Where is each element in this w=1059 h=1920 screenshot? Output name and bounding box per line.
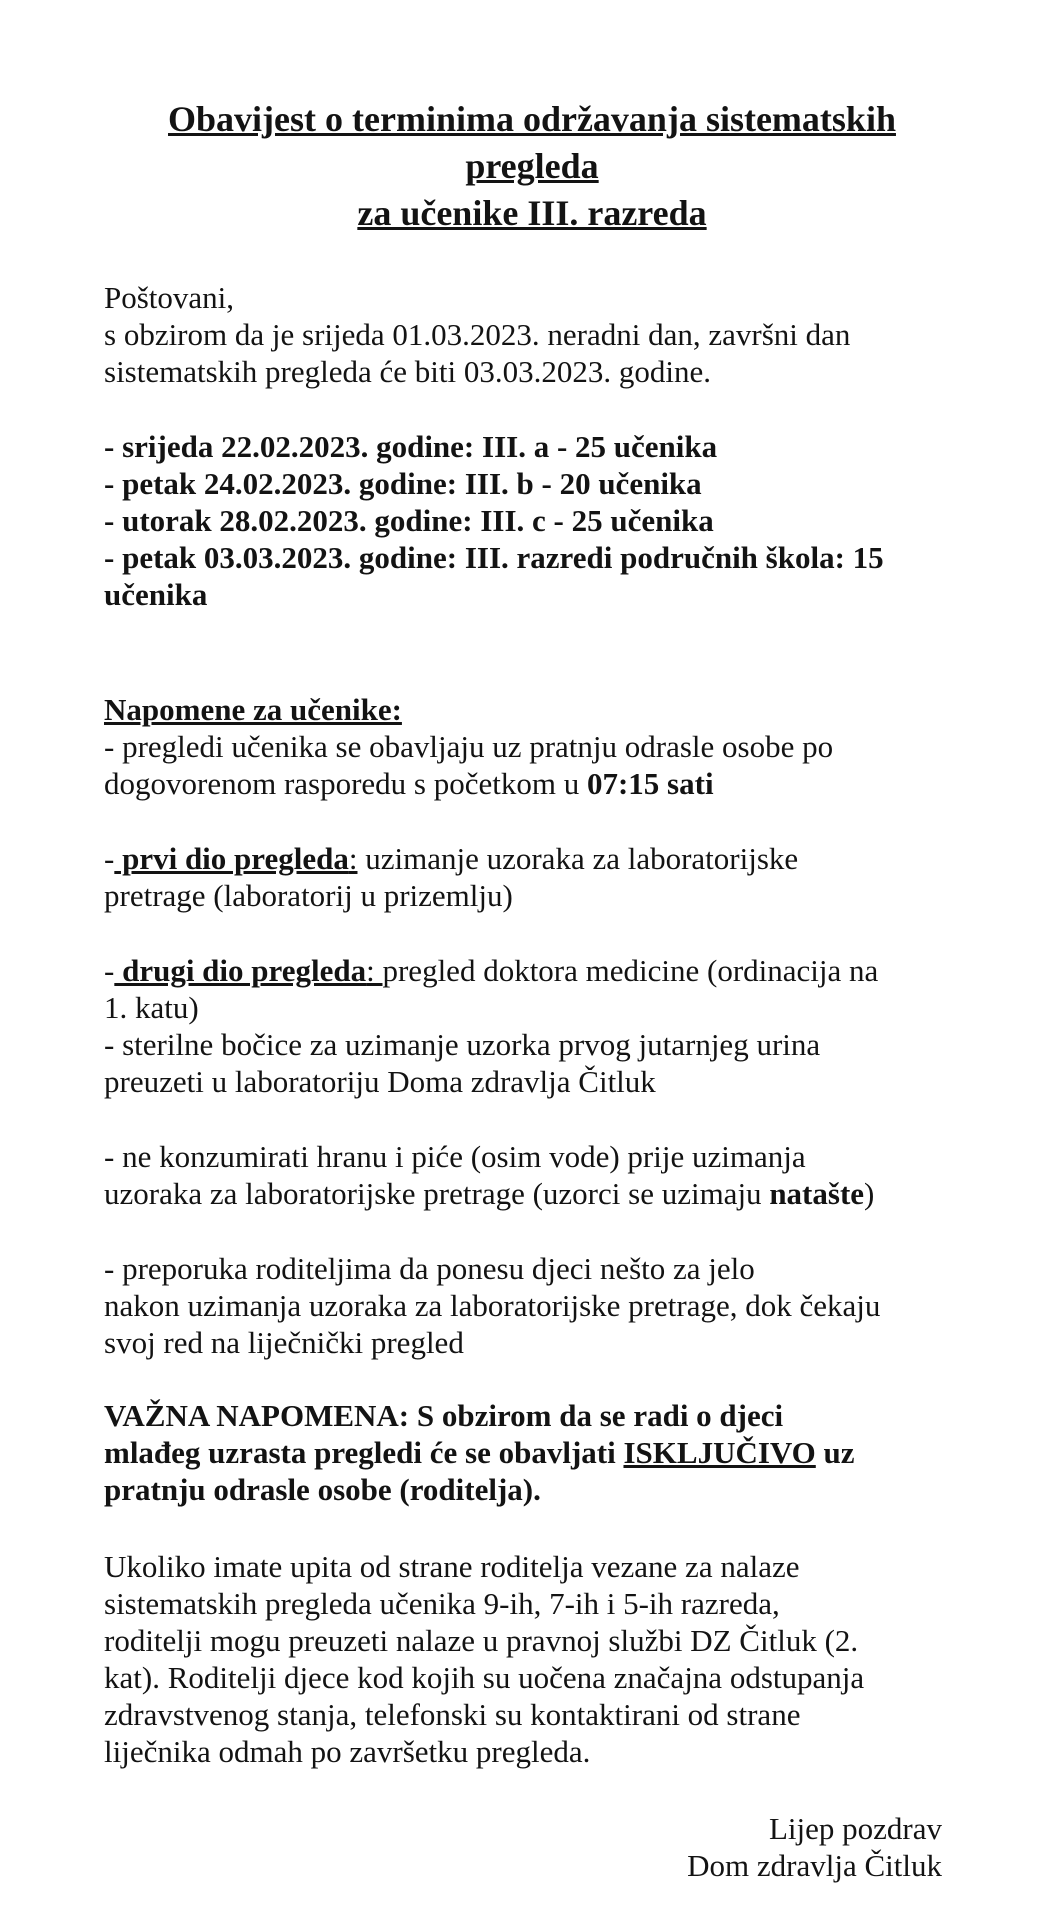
signoff-greeting: Lijep pozdrav: [768, 1811, 942, 1846]
note-accompaniment: [104, 728, 960, 802]
text-line: - sterilne bočice za uzimanje uzorka prvog jutarnjeg urina: [104, 1027, 821, 1062]
text-line: svoj red na liječnički pregled: [104, 1325, 464, 1360]
document-title: [104, 96, 960, 237]
text-line: sistematskih pregleda učenika 9-ih, 7-ih i 5-ih razreda,: [104, 1586, 780, 1621]
note-food-recommendation: [104, 1250, 960, 1361]
text-line: - drugi dio pregleda: pregled doktora medicine (ordinacija na: [104, 953, 879, 988]
notes-heading-text: Napomene za učenike:: [104, 692, 402, 727]
text-line: Obavijest o terminima održavanja sistematskih: [168, 99, 896, 139]
schedule-list: [104, 428, 960, 613]
text-line: - petak 03.03.2023. godine: III. razredi područnih škola: 15: [104, 540, 884, 575]
signoff: [104, 1810, 960, 1884]
text-line: mlađeg uzrasta pregledi će se obavljati ISKLJUČIVO uz: [104, 1435, 855, 1470]
text-line: 1. katu): [104, 990, 199, 1025]
text-line: - pregledi učenika se obavljaju uz pratnju odrasle osobe po: [104, 729, 834, 764]
text-line: - prvi dio pregleda: uzimanje uzoraka za laboratorijske: [104, 841, 799, 876]
text-line: roditelji mogu preuzeti nalaze u pravnoj službi DZ Čitluk (2.: [104, 1623, 859, 1658]
text-line: uzoraka za laboratorijske pretrage (uzorci se uzimaju natašte): [104, 1176, 875, 1211]
notes-heading: [104, 691, 960, 728]
text-line: pretrage (laboratorij u prizemlju): [104, 878, 513, 913]
text-line: - preporuka roditeljima da ponesu djeci nešto za jelo: [104, 1251, 755, 1286]
text-line: učenika: [104, 577, 208, 612]
text-line: pratnju odrasle osobe (roditelja).: [104, 1472, 541, 1507]
text-line: pregleda: [465, 146, 599, 186]
text-line: kat). Roditelji djece kod kojih su uočena značajna odstupanja: [104, 1660, 865, 1695]
text-line: - utorak 28.02.2023. godine: III. c - 25 učenika: [104, 503, 714, 538]
text-line: dogovorenom rasporedu s početkom u 07:15 sati: [104, 766, 714, 801]
parents-info-paragraph: [104, 1548, 960, 1770]
greeting-paragraph: [104, 279, 960, 390]
text-line: s obzirom da je srijeda 01.03.2023. neradni dan, završni dan: [104, 317, 851, 352]
note-first-part: [104, 840, 960, 914]
text-line: - srijeda 22.02.2023. godine: III. a - 25 učenika: [104, 429, 718, 464]
text-line: za učenike III. razreda: [357, 193, 707, 233]
text-line: zdravstvenog stanja, telefonski su kontaktirani od strane: [104, 1697, 801, 1732]
text-line: - ne konzumirati hranu i piće (osim vode) prije uzimanja: [104, 1139, 806, 1174]
text-line: nakon uzimanja uzoraka za laboratorijske pretrage, dok čekaju: [104, 1288, 881, 1323]
note-second-part-and-bottles: [104, 952, 960, 1100]
text-line: sistematskih pregleda će biti 03.03.2023. godine.: [104, 354, 711, 389]
text-line: - petak 24.02.2023. godine: III. b - 20 učenika: [104, 466, 702, 501]
important-note: [104, 1397, 960, 1508]
text-line: preuzeti u laboratoriju Doma zdravlja Čitluk: [104, 1064, 656, 1099]
signoff-organization: Dom zdravlja Čitluk: [687, 1848, 942, 1883]
text-line: VAŽNA NAPOMENA: S obzirom da se radi o djeci: [104, 1398, 784, 1433]
note-fasting: [104, 1138, 960, 1212]
text-line: Ukoliko imate upita od strane roditelja vezane za nalaze: [104, 1549, 800, 1584]
text-line: Poštovani,: [104, 280, 235, 315]
text-line: liječnika odmah po završetku pregleda.: [104, 1734, 591, 1769]
